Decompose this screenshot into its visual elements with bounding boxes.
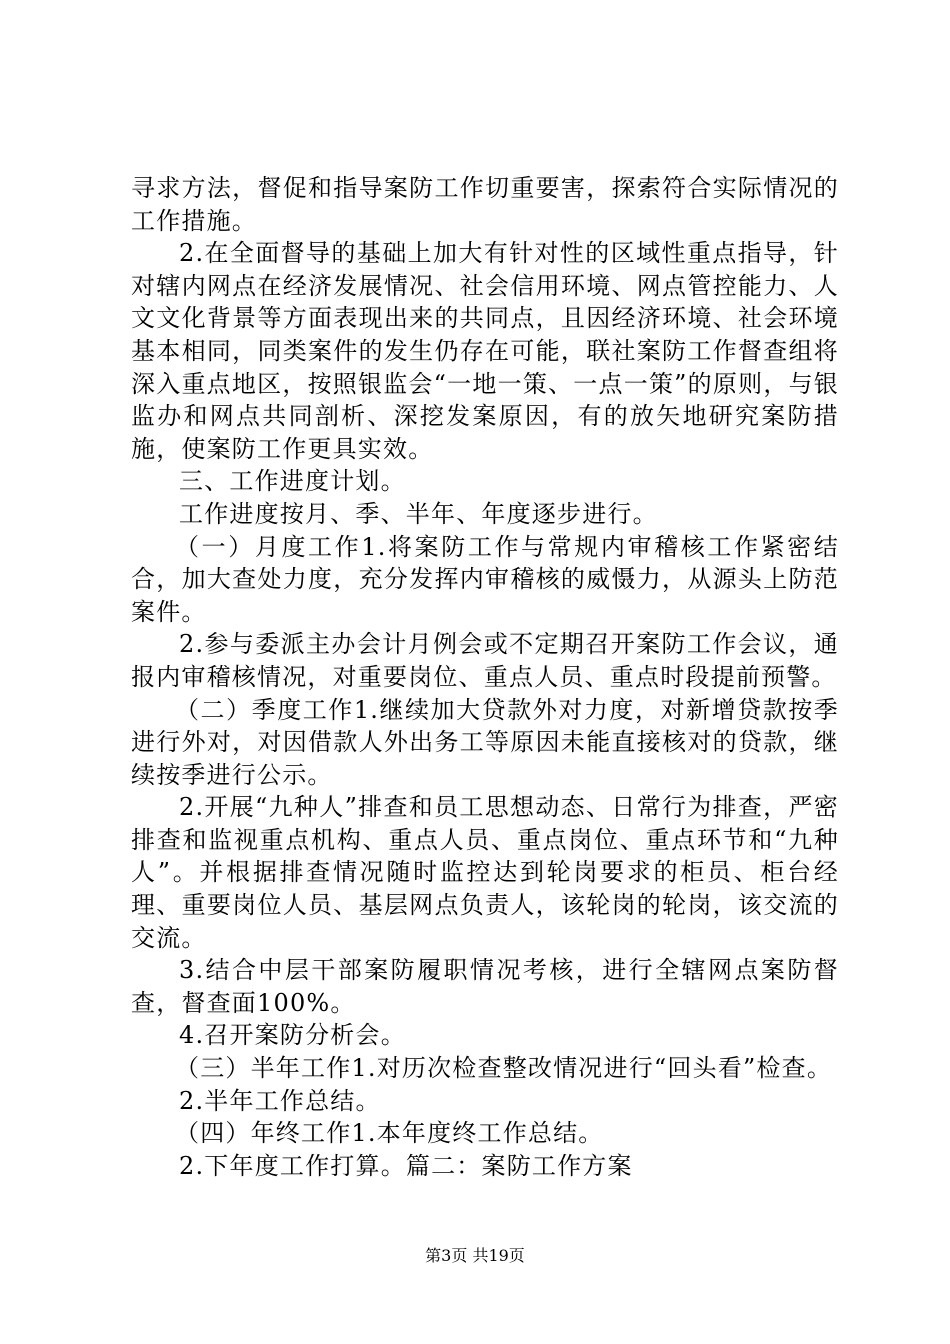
document-body xyxy=(131,172,839,1182)
paragraph-12: 2.半年工作总结。 xyxy=(179,1086,381,1115)
paragraph-4: 工作进度按月、季、半年、年度逐步进行。 xyxy=(179,499,658,528)
section-heading-progress-plan: 三、工作进度计划。 xyxy=(179,467,406,496)
paragraph-half-year-work: （三）半年工作1.对历次检查整改情况进行“回头看”检查。 xyxy=(175,1054,833,1083)
paragraph-6: 2.参与委派主办会计月例会或不定期召开案防工作会议，通报内审稽核情况，对重要岗位、重点人员、重点时段提前预警。 xyxy=(131,630,839,691)
paragraph-2: 2.在全面督导的基础上加大有针对性的区域性重点指导，针对辖内网点在经济发展情况、社会信用环境、网点管控能力、人文文化背景等方面表现出来的共同点，且因经济环境、社会环境基本相同，同类案件的发生仍存在可能，联社案防工作督查组将深入重点地区，按照银监会“一地一策、一点一策”的原则，与银监办和网点共同剖析、深挖发案原因，有的放矢地研究案防措施，使案防工作更具实效。 xyxy=(131,239,839,463)
paragraph-monthly-work: （一）月度工作1.将案防工作与常规内审稽核工作紧密结合，加大查处力度，充分发挥内审稽核的威慑力，从源头上防范案件。 xyxy=(131,532,839,626)
paragraph-quarterly-work: （二）季度工作1.继续加大贷款外对力度，对新增贷款按季进行外对，对因借款人外出务工等原因未能直接核对的贷款，继续按季进行公示。 xyxy=(131,695,839,789)
paragraph-year-end-work: （四）年终工作1.本年度终工作总结。 xyxy=(175,1119,604,1148)
paragraph-1: 寻求方法，督促和指导案防工作切重要害，探索符合实际情况的工作措施。 xyxy=(131,174,839,235)
paragraph-10: 4.召开案防分析会。 xyxy=(179,1021,406,1050)
page-number-footer: 第3页 共19页 xyxy=(425,1246,525,1265)
paragraph-14: 2.下年度工作打算。篇二：案防工作方案 xyxy=(179,1151,633,1180)
paragraph-9: 3.结合中层干部案防履职情况考核，进行全辖网点案防督查，督查面100%。 xyxy=(131,956,839,1017)
paragraph-8: 2.开展“九种人”排查和员工思想动态、日常行为排查，严密排查和监视重点机构、重点人员、重点岗位、重点环节和“九种人”。并根据排查情况随时监控达到轮岗要求的柜员、柜台经理、重要岗位人员、基层网点负责人，该轮岗的轮岗，该交流的交流。 xyxy=(131,793,839,952)
